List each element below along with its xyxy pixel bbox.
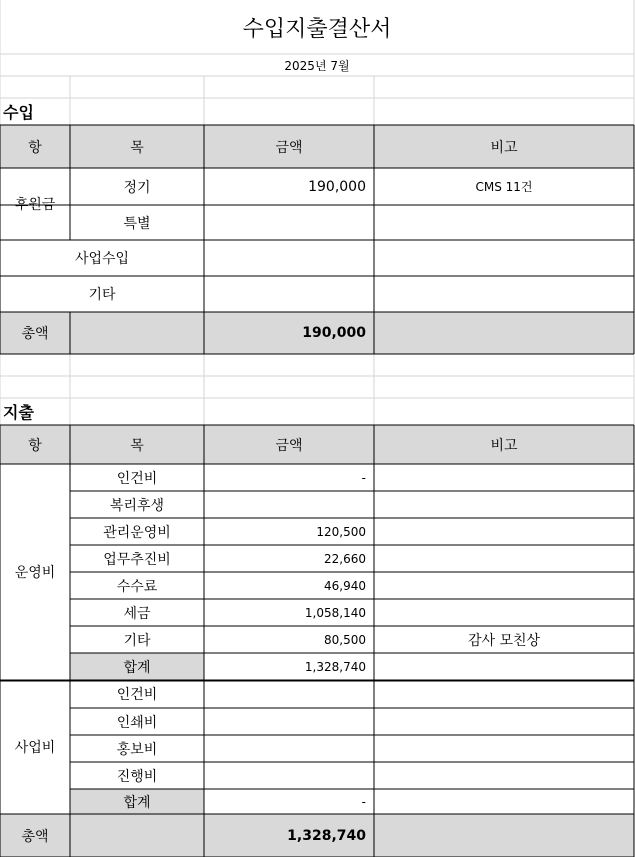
business-row-note: [374, 680, 634, 708]
operating-row-note: 감사 모친상: [467, 632, 541, 649]
income-row-amount: [204, 205, 374, 240]
expense-header-mok: 목: [130, 437, 144, 454]
sheet-title: 수입지출결산서: [242, 16, 392, 42]
operating-subtotal-label: 합계: [123, 659, 151, 676]
income-row-note: [374, 205, 634, 240]
expense-total-label: 총액: [21, 828, 49, 845]
business-subtotal-label: 합계: [123, 794, 151, 811]
income-row-mok: 정기: [123, 179, 151, 196]
operating-row-note: [374, 464, 634, 491]
expense-header-hang: 항: [28, 437, 42, 454]
operating-group-label: 운영비: [14, 565, 56, 581]
operating-row-amount: 120,500: [316, 524, 366, 539]
income-other-label: 기타: [88, 287, 116, 303]
operating-row-mok: 기타: [123, 632, 151, 649]
operating-row-mok: 복리후생: [109, 497, 165, 514]
operating-row-note: [374, 599, 634, 626]
operating-row-mok: 인건비: [116, 470, 158, 487]
income-total-amount: 190,000: [302, 325, 366, 341]
income-section-label: 수입: [3, 103, 34, 122]
business-row-amount: [204, 762, 374, 789]
business-row-note: [374, 762, 634, 789]
expense-header-amount: 금액: [275, 437, 303, 454]
operating-row-note: [374, 518, 634, 545]
business-group-label: 사업비: [14, 740, 56, 756]
operating-row-amount: -: [361, 470, 366, 485]
business-subtotal-amount: -: [361, 794, 366, 809]
business-row-mok: 인건비: [116, 687, 158, 703]
income-header-hang: 항: [28, 139, 42, 156]
business-row-amount: [204, 708, 374, 735]
operating-row-amount: 22,660: [324, 551, 366, 566]
income-header-mok: 목: [130, 139, 144, 156]
business-row-amount: [204, 735, 374, 762]
income-group-label: 후원금: [14, 197, 56, 213]
business-row-mok: 진행비: [116, 768, 158, 785]
operating-row-mok: 업무추진비: [103, 551, 171, 568]
operating-row-note: [374, 545, 634, 572]
income-row-note: CMS 11건: [475, 180, 533, 194]
operating-row-note: [374, 572, 634, 599]
operating-row-mok: 세금: [123, 605, 151, 622]
operating-row-amount: 1,058,140: [304, 605, 366, 620]
business-row-note: [374, 735, 634, 762]
income-total-label: 총액: [21, 326, 49, 342]
operating-row-note: [374, 491, 634, 518]
operating-subtotal-amount: 1,328,740: [304, 659, 366, 674]
operating-row-amount: 80,500: [324, 632, 366, 647]
expense-header-note: 비고: [490, 437, 518, 454]
income-header-amount: 금액: [275, 139, 303, 156]
business-row-mok: 인쇄비: [116, 714, 158, 731]
operating-row-mok: 수수료: [116, 578, 158, 595]
operating-row-amount: 46,940: [324, 578, 366, 593]
business-row-mok: 홍보비: [116, 741, 158, 758]
income-row-amount: 190,000: [308, 178, 366, 195]
operating-row-amount: [204, 491, 374, 518]
operating-row-mok: 관리운영비: [103, 524, 171, 541]
income-row-mok: 특별: [123, 215, 151, 232]
income-header-note: 비고: [490, 139, 518, 156]
report-period: 2025년 7월: [284, 58, 350, 73]
business-row-note: [374, 708, 634, 735]
income-business-label: 사업수입: [74, 251, 130, 267]
expense-total-amount: 1,328,740: [287, 827, 366, 844]
business-row-amount: [204, 680, 374, 708]
expense-section-label: 지출: [3, 403, 34, 422]
